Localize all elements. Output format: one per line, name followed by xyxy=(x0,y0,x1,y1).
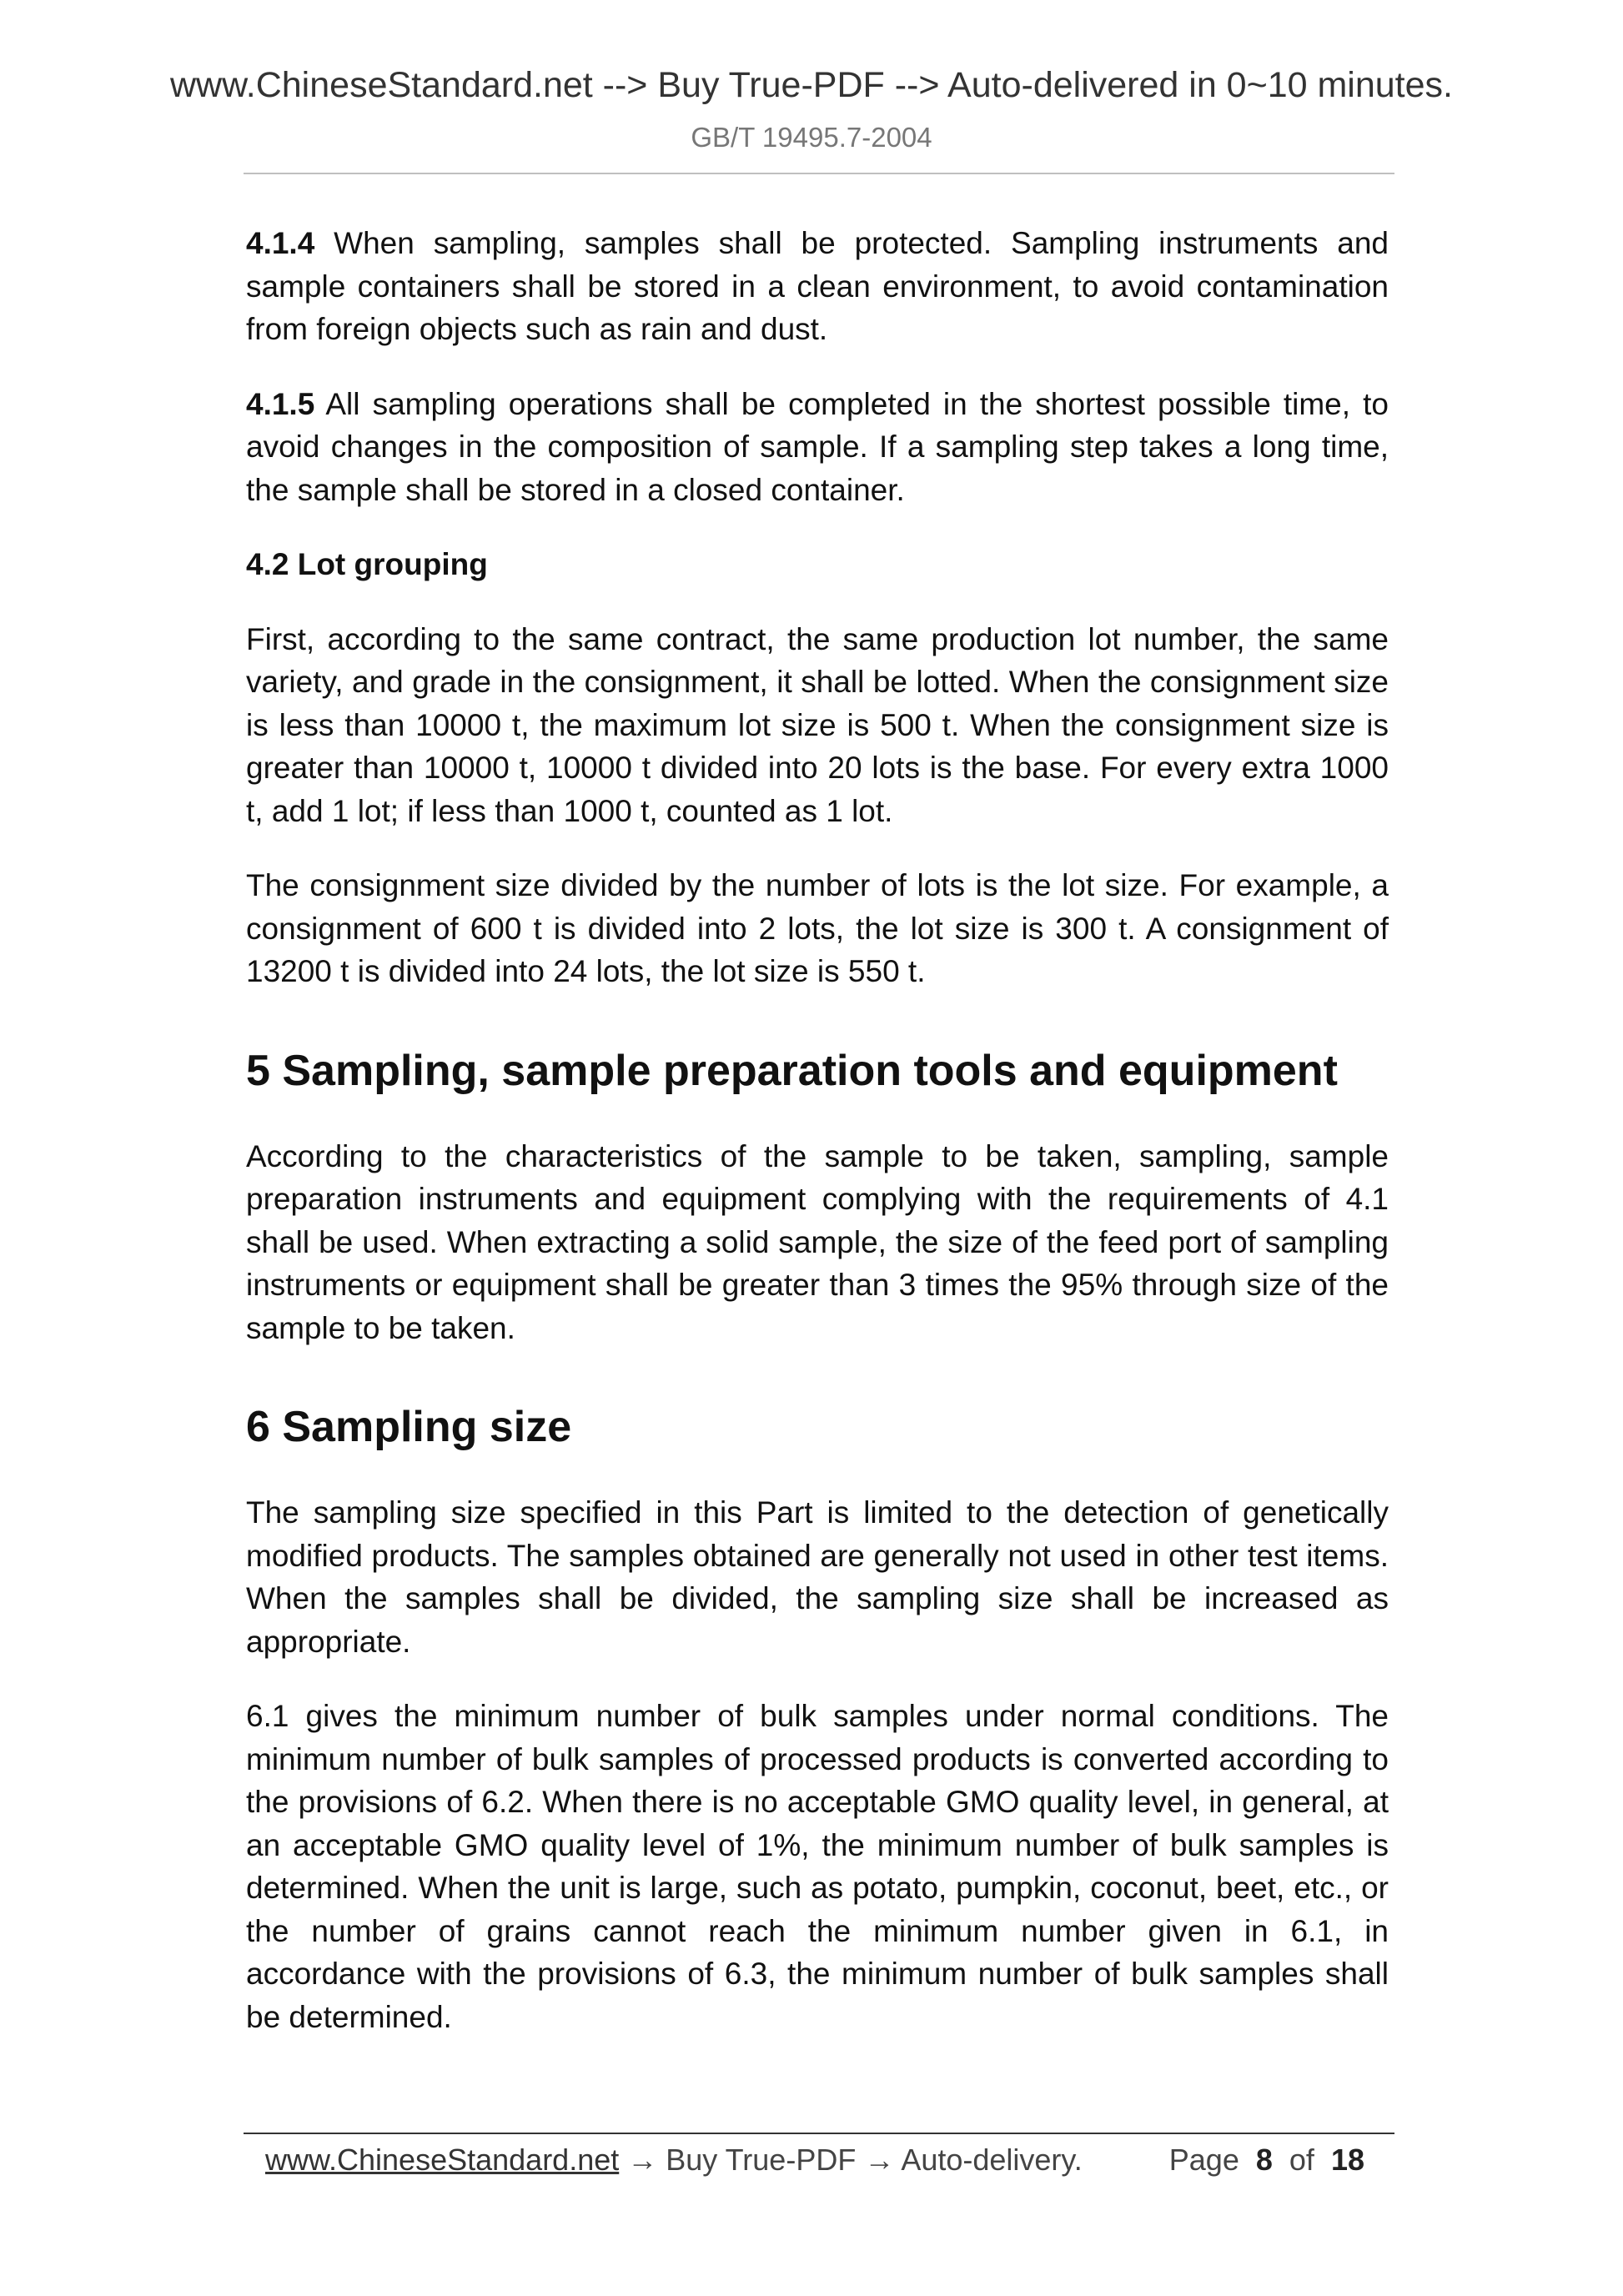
paragraph-lot-size-example: The consignment size divided by the number of lots is the lot size. For example, a consignment of 600 t is divided into 2 lots, the lot size is 300 t. A consignment of 13200 t is divided into 24 lots, the lot size is 550 t. xyxy=(246,868,1389,988)
heading-section-6: 6 Sampling size xyxy=(246,1403,572,1451)
page-body xyxy=(246,222,1389,2070)
paragraph-section-5: According to the characteristics of the sample to be taken, sampling, sample preparation instruments and equipment complying with the requirements of 4.1 shall be used. When extracting a solid sample, the size of the feed port of sampling instruments or equipment shall be greater than 3 times the 95% through size of the sample to be taken. xyxy=(246,1138,1389,1345)
paragraph-section-6-bulk-samples: 6.1 gives the minimum number of bulk samples under normal conditions. The minimum number of bulk samples of processed products is converted according to the provisions of 6.2. When there is no acceptable GMO quality level, in general, at an acceptable GMO quality level of 1%, the minimum number of bulk samples is determined. When the unit is large, such as potato, pumpkin, coconut, beet, etc., or the number of grains cannot reach the minimum number given in 6.1, in accordance with the provisions of 6.3, the minimum number of bulk samples shall be determined. xyxy=(246,1699,1389,2034)
paragraph-section-6-intro: The sampling size specified in this Part is limited to the detection of genetically modified products. The samples obtained are generally not used in other test items. When the samples shall be divided, the sampling size shall be increased as appropriate. xyxy=(246,1495,1389,1659)
header-banner: www.ChineseStandard.net --> Buy True-PDF --> Auto-delivered in 0~10 minutes. xyxy=(169,65,1453,105)
heading-section-5: 5 Sampling, sample preparation tools and equipment xyxy=(246,1046,1338,1095)
header-divider xyxy=(244,173,1394,174)
footer-divider xyxy=(244,2133,1394,2134)
document-code: GB/T 19495.7-2004 xyxy=(691,122,932,153)
clause-text: When sampling, samples shall be protected. Sampling instruments and sample containers shall be stored in a clean environment, to avoid contamination from foreign objects such as rain and dust. xyxy=(246,226,1389,346)
page-number xyxy=(1169,2139,1364,2181)
footer-site-link[interactable]: www.ChineseStandard.net xyxy=(265,2143,620,2177)
paragraph-lot-grouping: First, according to the same contract, the same production lot number, the same variety, and grade in the consignment, it shall be lotted. When the consignment size is less than 10000 t, the maximum lot size is 500 t. When the consignment size is greater than 10000 t, 10000 t divided into 20 lots is the base. For every extra 1000 t, add 1 lot; if less than 1000 t, counted as 1 lot. xyxy=(246,621,1389,828)
footer-promo-text: → Buy True-PDF → Auto-delivery. xyxy=(619,2143,1083,2177)
heading-4-2: 4.2 Lot grouping xyxy=(246,547,488,581)
clause-label: 4.1.5 xyxy=(246,386,315,421)
clause-text: All sampling operations shall be completed in the shortest possible time, to avoid changes in the composition of sample. If a sampling step takes a long time, the sample shall be stored in a closed container. xyxy=(246,386,1389,507)
page-total: 18 xyxy=(1330,2143,1364,2177)
clause-4-1-4 xyxy=(246,222,1389,351)
of-word: of xyxy=(1289,2143,1314,2177)
page-footer xyxy=(265,2139,1364,2181)
clause-4-1-5 xyxy=(246,383,1389,512)
footer-promo xyxy=(265,2139,1083,2181)
page-word: Page xyxy=(1168,2143,1239,2177)
clause-label: 4.1.4 xyxy=(246,226,315,260)
page-current: 8 xyxy=(1255,2143,1273,2177)
